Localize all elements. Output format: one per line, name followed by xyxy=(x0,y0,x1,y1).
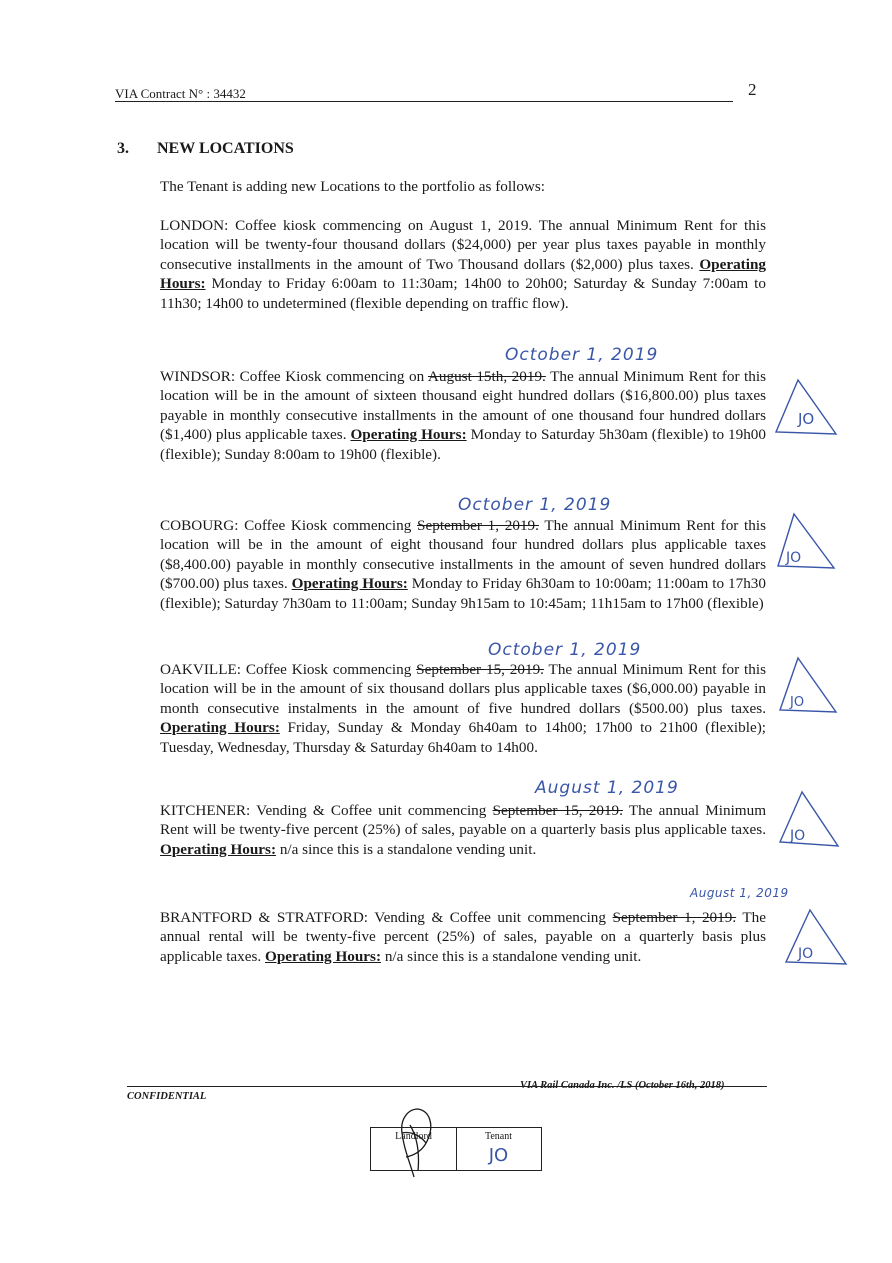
page-number: 2 xyxy=(748,80,757,99)
tenant-initials: JO xyxy=(488,1145,509,1166)
header-rule xyxy=(115,101,733,102)
landlord-signature xyxy=(380,1105,450,1181)
initials-triangle-windsor xyxy=(774,378,838,436)
struck-date: August 15th, 2019. xyxy=(427,368,546,385)
landlord-label: Landlord xyxy=(395,1131,432,1142)
handwritten-date-brantford: August 1, 2019 xyxy=(690,886,789,900)
initials-text: JO xyxy=(798,410,815,428)
struck-date: September 15, 2019. xyxy=(416,661,544,678)
operating-hours-label: Operating Hours: xyxy=(265,947,382,965)
handwritten-date-windsor: October 1, 2019 xyxy=(505,345,659,365)
operating-hours-label: Operating Hours: xyxy=(350,426,467,444)
struck-date: September 1, 2019. xyxy=(417,517,539,534)
location-london: LONDON: Coffee kiosk commencing on August 1, 2019. The annual Minimum Rent for this location will be twenty-four thousand dollars ($24,000) per year plus taxes payable in monthly consecutive installments in the amount of Two Thousand dollars ($2,000) plus taxes. Operating Hours: Monday to Friday 6:00am to 11:30am; 14h00 to 20h00; Saturday & Sunday 7:00am to 11h30; 14h00 to undetermined (flexible depending on traffic flow). xyxy=(160,217,766,312)
initials-text: JO xyxy=(790,828,806,844)
footer-rule xyxy=(127,1086,767,1087)
location-oakville: OAKVILLE: Coffee Kiosk commencing September 15, 2019. The annual Minimum Rent for this location will be in the amount of six thousand dollars plus applicable taxes ($6,000.00) payable in month consecutive instalments in the amount of five hundred dollars ($500.00) plus taxes. Operating Hours: Friday, Sunday & Monday 6h40am to 14h00; 17h00 to 21h00 (flexible); Tuesday, Wednesday, Thursday & Saturday 6h40am to 14h00. xyxy=(160,661,766,756)
handwritten-date-kitchener: August 1, 2019 xyxy=(535,778,679,798)
tenant-cell xyxy=(457,1128,540,1170)
operating-hours-label: Operating Hours: xyxy=(160,719,280,737)
struck-date: September 15, 2019. xyxy=(492,802,623,819)
location-kitchener: KITCHENER: Vending & Coffee unit commencing September 15, 2019. The annual Minimum Rent will be twenty-five percent (25%) of sales, payable on a quarterly basis plus applicable taxes. Operating Hours: n/a since this is a standalone vending unit. xyxy=(160,802,767,858)
initials-triangle-oakville xyxy=(778,656,842,714)
initials-triangle-kitchener xyxy=(778,790,842,848)
initials-triangle-cobourg xyxy=(776,512,840,570)
struck-date: September 1, 2019. xyxy=(612,909,737,926)
intro-paragraph: The Tenant is adding new Locations to the portfolio as follows: xyxy=(160,178,546,195)
operating-hours-label: Operating Hours: xyxy=(291,575,408,593)
initials-text: JO xyxy=(790,695,805,710)
operating-hours-label: Operating Hours: xyxy=(160,840,277,858)
section-title: NEW LOCATIONS xyxy=(157,140,294,157)
location-cobourg: COBOURG: Coffee Kiosk commencing September 1, 2019. The annual Minimum Rent for this location will be in the amount of eight thousand four hundred dollars plus applicable taxes ($8,400.00) payable in monthly consecutive installments in the amount of seven hundred dollars ($700.00) plus taxes. Operating Hours: Monday to Friday 6h30am to 10:00am; 11:00am to 17h30 (flexible); Saturday 7h30am to 11:00am; Sunday 9h15am to 10:45am; 11h15am to 17h00 (flexible) xyxy=(160,517,766,612)
contract-number: VIA Contract N° : 34432 xyxy=(115,86,246,101)
section-number: 3. xyxy=(117,140,129,157)
location-windsor: WINDSOR: Coffee Kiosk commencing on August 15th, 2019. The annual Minimum Rent for this location will be in the amount of sixteen thousand eight hundred dollars ($16,800.00) plus taxes payable in monthly consecutive installments in the amount of one thousand four hundred dollars ($1,400) plus applicable taxes. Operating Hours: Monday to Saturday 5h30am (flexible) to 19h00 (flexible); Sunday 8:00am to 19h00 (flexible). xyxy=(160,368,767,463)
tenant-label: Tenant xyxy=(484,1131,513,1142)
initials-triangle-brantford xyxy=(784,908,848,966)
operating-hours-label: Operating Hours: xyxy=(160,255,766,293)
footer-confidential: CONFIDENTIAL xyxy=(127,1091,207,1102)
handwritten-date-cobourg: October 1, 2019 xyxy=(458,495,612,515)
location-brantford-stratford: BRANTFORD & STRATFORD: Vending & Coffee unit commencing September 1, 2019. The annual rental will be twenty-five percent (25%) of sales, payable on a quarterly basis plus applicable taxes. Operating Hours: n/a since this is a standalone vending unit. xyxy=(160,909,767,965)
handwritten-date-oakville: October 1, 2019 xyxy=(488,640,642,660)
initials-text: JO xyxy=(798,946,814,962)
initials-text: JO xyxy=(786,550,802,566)
